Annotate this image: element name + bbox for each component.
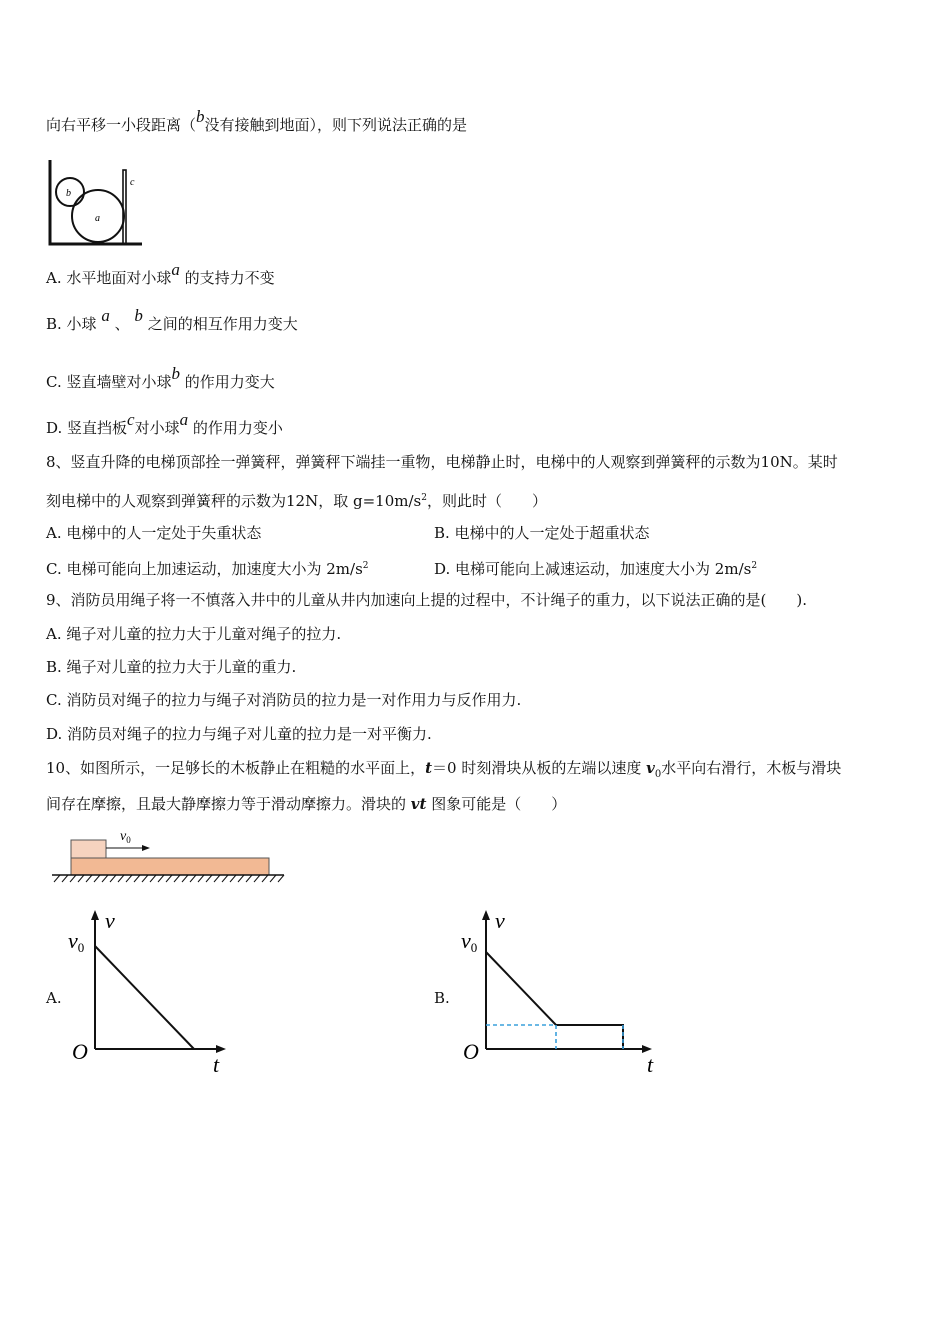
q7-b-post: 之间的相互作用力变大: [147, 315, 298, 333]
q10-stem-line2: [46, 794, 566, 814]
q7-option-d: [46, 410, 283, 438]
q7-figure: [46, 158, 146, 250]
wood-board: [71, 858, 269, 875]
q10-option-b-label: B.: [434, 989, 450, 1007]
label-a: a: [95, 213, 100, 224]
q7-b-mid: 、: [114, 315, 130, 333]
q8-c-sup: 2: [362, 561, 369, 571]
q8-stem-line1: 8、竖直升降的电梯顶部拴一弹簧秤，弹簧秤下端挂一重物，电梯静止时，电梯中的人观察到弹簧秤的示数为10N。某时: [46, 453, 838, 471]
q10-l2-b: 图象可能是（ ）: [426, 795, 567, 813]
q8-option-d: [434, 556, 757, 579]
graph-a: [64, 906, 234, 1078]
q8-stem-line2: [46, 488, 547, 511]
q10-l2-a: 间存在摩擦，且最大静摩擦力等于滑动摩擦力。滑块的: [46, 795, 411, 813]
graph-b-origin: O: [463, 1039, 479, 1064]
q9-stem: 9、消防员用绳子将一不慎落入井中的儿童从井内加速向上提的过程中，不计绳子的重力，以下说法正确的是( ).: [46, 591, 808, 609]
graph-b-v-arrow: [482, 910, 490, 920]
q7-a-var: a: [171, 260, 180, 279]
graph-b-line: [486, 952, 623, 1049]
q10-l1-t: t: [425, 759, 433, 777]
q10-l2-vt: vt: [410, 795, 427, 813]
q7-c-post: 的作用力变大: [184, 373, 275, 391]
q9-option-d: D. 消防员对绳子的拉力与绳子对儿童的拉力是一对平衡力.: [46, 725, 432, 743]
q10-l1-b: ＝0 时刻滑块从板的左端以速度: [432, 759, 647, 777]
block-on-board-figure: [50, 824, 290, 884]
q8-option-a: A. 电梯中的人一定处于失重状态: [46, 524, 262, 542]
q9-option-c: C. 消防员对绳子的拉力与绳子对消防员的拉力是一对作用力与反作用力.: [46, 691, 522, 709]
q8-line2-sup: 2: [421, 493, 427, 503]
q7-b-pre: B. 小球: [46, 315, 97, 333]
graph-a-v-label: v: [105, 908, 115, 933]
q10-l1-c: 水平向右滑行，木板与滑块: [661, 759, 842, 777]
ground-hatch: [54, 875, 284, 882]
graph-b-v0: v0: [461, 928, 478, 955]
v0-label: $v_0$: [120, 829, 131, 845]
q7-stem: [46, 107, 468, 135]
slider-block: [71, 840, 106, 858]
q8-option-c: [46, 556, 369, 579]
q7-b-var2: b: [134, 306, 143, 325]
q10-option-a-label: A.: [46, 989, 62, 1007]
q10-l1-v: v: [646, 759, 655, 777]
q7-a-pre: A. 水平地面对小球: [46, 269, 172, 287]
q7-c-var: b: [171, 364, 180, 383]
q7-stem-text-a: 向右平移一小段距离（: [46, 116, 197, 134]
q7-a-post: 的支持力不变: [184, 269, 275, 287]
velocity-arrowhead: [142, 845, 150, 851]
q9-option-a: A. 绳子对儿童的拉力大于儿童对绳子的拉力.: [46, 625, 342, 643]
q8-d-sup: 2: [751, 561, 758, 571]
q9-option-b: B. 绳子对儿童的拉力大于儿童的重力.: [46, 658, 297, 676]
graph-a-v0: v0: [68, 928, 85, 955]
q7-d-pre: D. 竖直挡板: [46, 419, 128, 437]
q7-b-var1: a: [101, 306, 110, 325]
q7-stem-text-b: 没有接触到地面），则下列说法正确的是: [204, 116, 468, 134]
graph-a-v-arrow: [91, 910, 99, 920]
graph-b-v-label: v: [495, 908, 505, 933]
q7-option-c: [46, 364, 275, 392]
label-b: b: [66, 188, 71, 199]
graph-b-t-label: t: [647, 1052, 654, 1077]
label-c: c: [130, 177, 135, 188]
board-c: [123, 170, 126, 244]
q10-l1-a: 10、如图所示，一足够长的木板静止在粗糙的水平面上，: [46, 759, 426, 777]
q7-option-a: [46, 260, 275, 288]
wall-and-floor: [50, 160, 142, 244]
q8-option-b: B. 电梯中的人一定处于超重状态: [434, 524, 650, 542]
q8-c-text: C. 电梯可能向上加速运动，加速度大小为 2m/s: [46, 560, 363, 578]
graph-a-origin: O: [72, 1039, 88, 1064]
q7-c-pre: C. 竖直墙壁对小球: [46, 373, 172, 391]
q8-d-text: D. 电梯可能向上减速运动，加速度大小为 2m/s: [434, 560, 752, 578]
q8-line2-tail: ，则此时（ ）: [426, 492, 547, 510]
q10-stem-line1: [46, 758, 841, 785]
q7-d-var2: a: [179, 410, 189, 429]
q7-stem-var: b: [196, 107, 205, 126]
q10-l1-vsub: 0: [654, 769, 662, 780]
graph-a-line: [95, 946, 194, 1049]
graph-b: [457, 906, 667, 1078]
q8-line2-text: 刻电梯中的人观察到弹簧秤的示数为12N，取 g=10m/s: [46, 492, 422, 510]
graph-a-t-label: t: [213, 1052, 220, 1077]
q7-option-b: [46, 306, 298, 334]
q7-d-var1: c: [127, 410, 135, 429]
q7-d-mid: 对小球: [134, 419, 180, 437]
q7-d-post: 的作用力变小: [192, 419, 283, 437]
